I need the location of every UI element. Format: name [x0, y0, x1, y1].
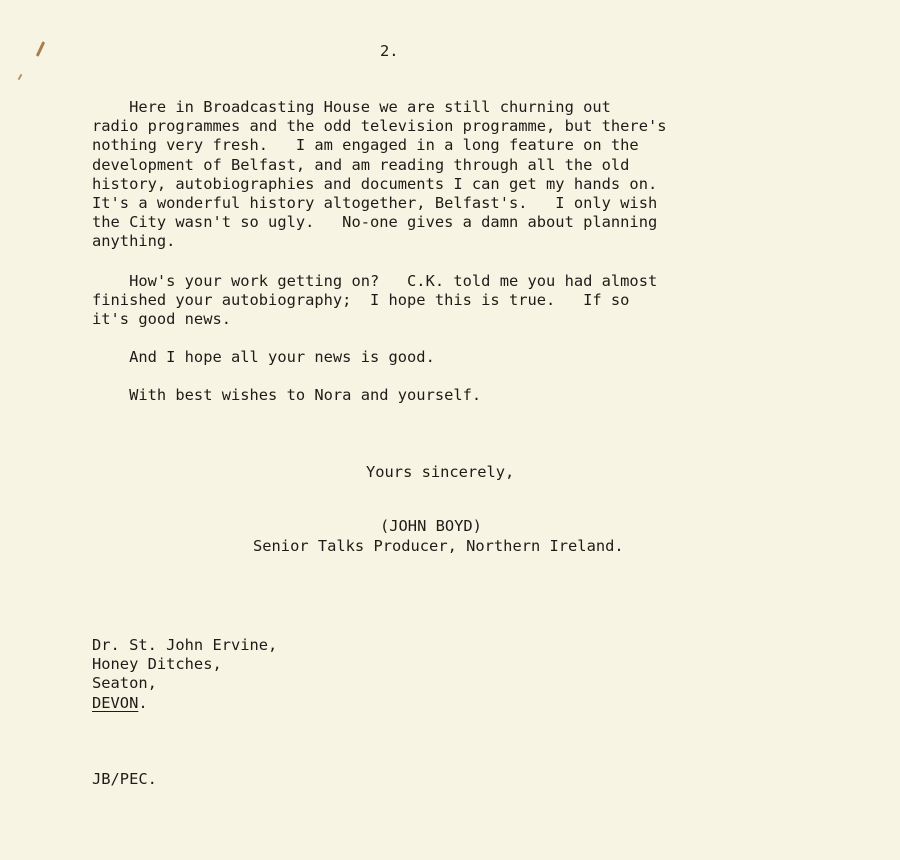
- address-line: Honey Ditches,: [92, 655, 222, 674]
- address-line: Seaton,: [92, 674, 157, 693]
- page-number: 2.: [380, 42, 399, 60]
- signature-name: (JOHN BOYD): [380, 517, 482, 535]
- address-end-punctuation: .: [138, 693, 148, 712]
- recipient-address: [92, 636, 277, 713]
- address-line: Dr. St. John Ervine,: [92, 636, 278, 654]
- closing-salutation: Yours sincerely,: [366, 463, 515, 481]
- ink-mark: [36, 41, 45, 57]
- paragraph-news: And I hope all your news is good.: [92, 348, 435, 366]
- paragraph-broadcasting-house: Here in Broadcasting House we are still churning out radio programmes and the odd television programme, but there's nothing very fresh. I am engaged in a long feature on the development of Belfast, and am reading through all the old history, autobiographies and documents I can get my hands on. It's a wonderful history altogether, Belfast's. I only wish the City wasn't so ugly. No-one gives a damn about planning anything.: [92, 98, 667, 251]
- paragraph-work-progress: How's your work getting on? C.K. told me you had almost finished your autobiography; I hope this is true. If so it's good news.: [92, 272, 658, 329]
- reference-initials: JB/PEC.: [92, 770, 157, 788]
- address-county: DEVON: [92, 693, 139, 712]
- signature-title: Senior Talks Producer, Northern Ireland.: [253, 537, 624, 555]
- ink-mark: [18, 74, 23, 80]
- paragraph-best-wishes: With best wishes to Nora and yourself.: [92, 386, 482, 404]
